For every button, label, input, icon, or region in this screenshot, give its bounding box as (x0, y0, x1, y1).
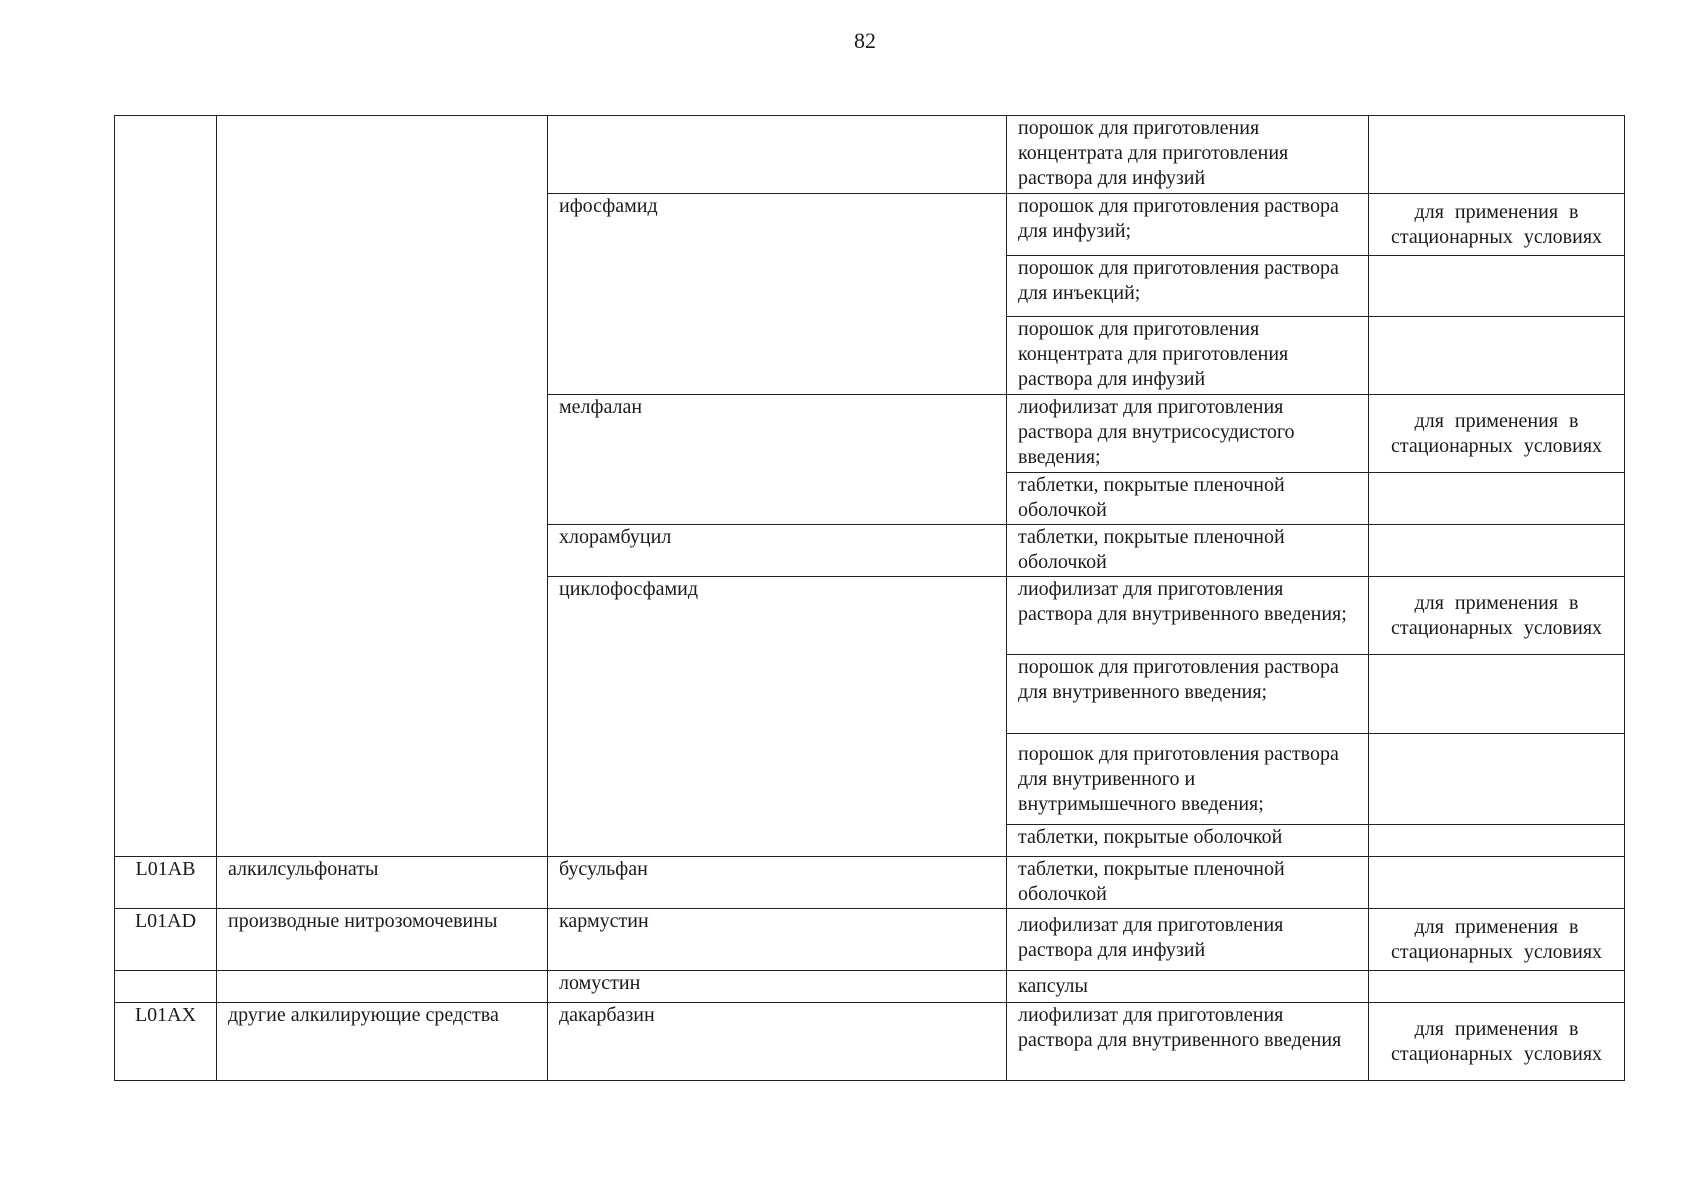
dosage-form-cell: капсулы (1007, 971, 1369, 1003)
drug-name-cell: циклофосфамид (548, 577, 1007, 857)
group-name-cell (217, 116, 548, 857)
drug-name-cell: бусульфан (548, 857, 1007, 909)
group-name-cell: другие алкилирующие средства (217, 1003, 548, 1081)
note-cell (1369, 525, 1625, 577)
dosage-form-cell: порошок для приготовления концентрата для приготовления раствора для инфузий (1007, 317, 1369, 395)
drug-list-table (114, 115, 1625, 1081)
drug-name-cell: ломустин (548, 971, 1007, 1003)
note-cell (1369, 317, 1625, 395)
dosage-form-cell: лиофилизат для приготовления раствора для внутривенного введения; (1007, 577, 1369, 655)
note-cell: для применения в стационарных условиях (1369, 909, 1625, 971)
dosage-form-cell: лиофилизат для приготовления раствора для инфузий (1007, 909, 1369, 971)
atc-code-cell: L01AX (115, 1003, 217, 1081)
dosage-form-cell: таблетки, покрытые пленочной оболочкой (1007, 525, 1369, 577)
dosage-form-cell: порошок для приготовления концентрата для приготовления раствора для инфузий (1007, 116, 1369, 194)
group-name-cell: производные нитрозомочевины (217, 909, 548, 971)
drug-name-cell: ифосфамид (548, 194, 1007, 395)
note-cell (1369, 971, 1625, 1003)
drug-name-cell (548, 116, 1007, 194)
note-cell (1369, 655, 1625, 734)
note-cell: для применения в стационарных условиях (1369, 194, 1625, 256)
atc-code-cell (115, 116, 217, 857)
note-cell (1369, 857, 1625, 909)
dosage-form-cell: лиофилизат для приготовления раствора для внутривенного введения (1007, 1003, 1369, 1081)
table-row (115, 971, 1625, 1003)
group-name-cell: алкилсульфонаты (217, 857, 548, 909)
dosage-form-cell: порошок для приготовления раствора для инъекций; (1007, 256, 1369, 317)
table-row (115, 909, 1625, 971)
note-cell (1369, 825, 1625, 857)
dosage-form-cell: порошок для приготовления раствора для внутривенного введения; (1007, 655, 1369, 734)
note-cell (1369, 116, 1625, 194)
drug-name-cell: хлорамбуцил (548, 525, 1007, 577)
table-row (115, 1003, 1625, 1081)
note-cell: для применения в стационарных условиях (1369, 1003, 1625, 1081)
drug-name-cell: кармустин (548, 909, 1007, 971)
table-row (115, 857, 1625, 909)
drug-name-cell: мелфалан (548, 395, 1007, 525)
atc-code-cell (115, 971, 217, 1003)
table-row (115, 116, 1625, 194)
dosage-form-cell: таблетки, покрытые пленочной оболочкой (1007, 857, 1369, 909)
dosage-form-cell: лиофилизат для приготовления раствора для внутрисосудистого введения; (1007, 395, 1369, 473)
atc-code-cell: L01AD (115, 909, 217, 971)
dosage-form-cell: таблетки, покрытые пленочной оболочкой (1007, 473, 1369, 525)
note-cell: для применения в стационарных условиях (1369, 395, 1625, 473)
dosage-form-cell: таблетки, покрытые оболочкой (1007, 825, 1369, 857)
group-name-cell (217, 971, 548, 1003)
atc-code-cell: L01AB (115, 857, 217, 909)
note-cell (1369, 473, 1625, 525)
note-cell: для применения в стационарных условиях (1369, 577, 1625, 655)
dosage-form-cell: порошок для приготовления раствора для инфузий; (1007, 194, 1369, 256)
page-number: 82 (854, 28, 876, 53)
note-cell (1369, 256, 1625, 317)
note-cell (1369, 734, 1625, 825)
dosage-form-cell: порошок для приготовления раствора для внутривенного и внутримышечного введения; (1007, 734, 1369, 825)
drug-name-cell: дакарбазин (548, 1003, 1007, 1081)
